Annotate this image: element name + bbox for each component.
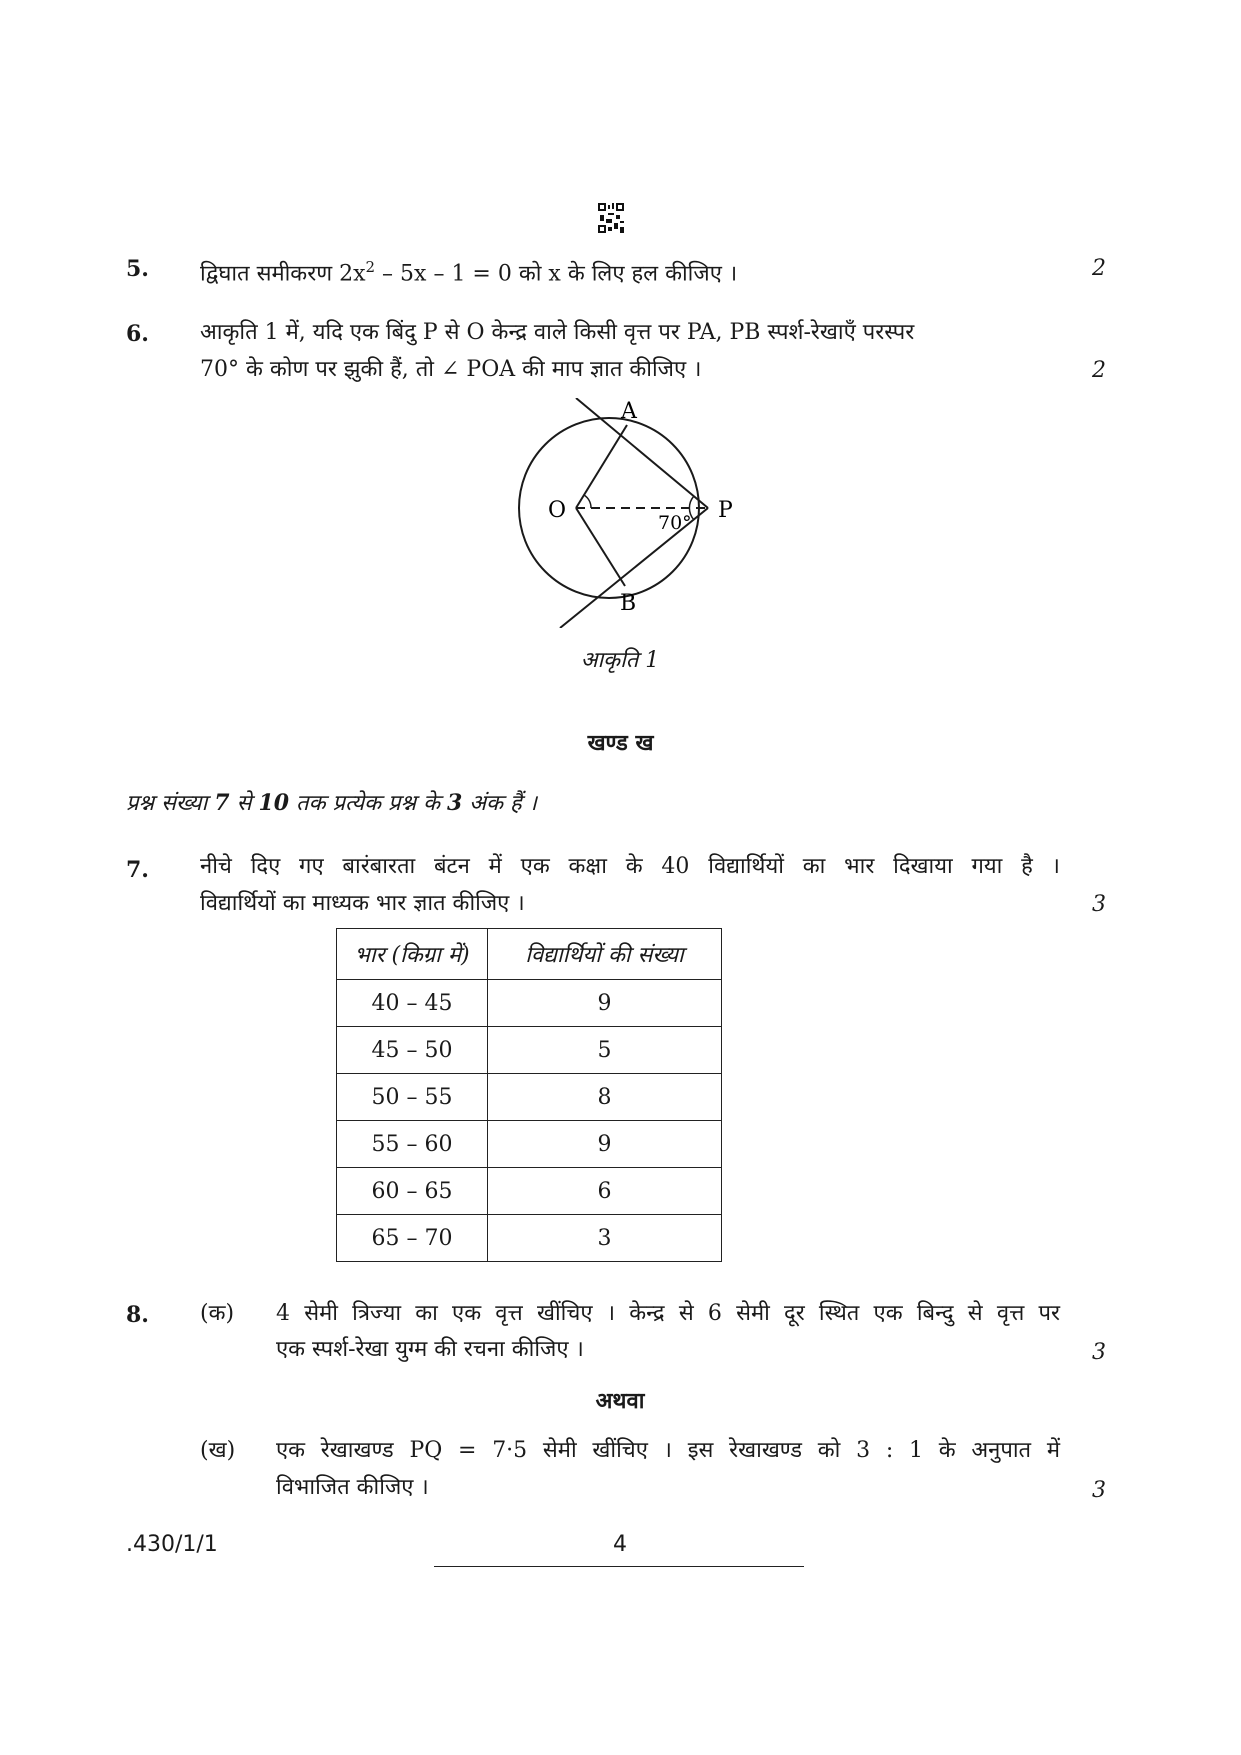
label-a: A	[621, 399, 637, 424]
question-7-line2: विद्यार्थियों का माध्यक भार ज्ञात कीजिए ।	[200, 891, 525, 916]
footer-rule	[434, 1566, 804, 1567]
angle-label: 70°	[658, 512, 692, 534]
table-cell: 65 – 70	[337, 1215, 488, 1262]
instruction-from: 7	[214, 790, 230, 816]
label-b: B	[620, 591, 637, 616]
instruction-part-e: तक प्रत्येक प्रश्न के	[289, 791, 447, 816]
figure-1-tangent-diagram	[480, 398, 760, 628]
table-header-weight: भार (किग्रा में)	[337, 929, 488, 980]
figure-1-caption: आकृति 1	[580, 648, 660, 673]
table-cell: 45 – 50	[337, 1027, 488, 1074]
table-cell: 60 – 65	[337, 1168, 488, 1215]
table-row	[337, 1027, 722, 1074]
qr-code-icon	[598, 203, 624, 233]
table-cell: 55 – 60	[337, 1121, 488, 1168]
table-cell: 40 – 45	[337, 980, 488, 1027]
question-7-number: 7.	[126, 857, 149, 883]
question-8a-line1: 4 सेमी त्रिज्या का एक वृत्त खींचिए । केन्द्र से 6 सेमी दूर स्थित एक बिन्दु से वृत्त पर	[276, 1301, 1060, 1326]
question-7-marks: 3	[1092, 892, 1106, 917]
table-cell: 6	[488, 1168, 722, 1215]
table-header-students: विद्यार्थियों की संख्या	[488, 929, 722, 980]
q5-text-b: – 5x – 1 = 0 को x के लिए हल कीजिए ।	[375, 261, 738, 287]
question-8b-line2: विभाजित कीजिए ।	[276, 1475, 429, 1500]
table-row	[337, 980, 722, 1027]
instruction-marks: 3	[447, 790, 463, 816]
tangent-line-pa	[576, 398, 708, 508]
table-cell: 50 – 55	[337, 1074, 488, 1121]
frequency-table	[336, 928, 722, 1262]
question-8a-marks: 3	[1092, 1340, 1106, 1365]
question-6-number: 6.	[126, 321, 149, 347]
question-5-number: 5.	[126, 256, 149, 282]
page-number: 4	[613, 1532, 627, 1557]
instruction-to: 10	[258, 790, 290, 816]
instruction-part-c: से	[229, 791, 259, 816]
question-8-number: 8.	[126, 1302, 149, 1328]
table-row	[337, 1074, 722, 1121]
table-cell: 5	[488, 1027, 722, 1074]
instruction-part-a: प्रश्न संख्या	[126, 791, 215, 816]
radius-oa	[576, 425, 627, 508]
table-cell: 9	[488, 980, 722, 1027]
question-8a-label: (क)	[200, 1301, 235, 1326]
table-cell: 9	[488, 1121, 722, 1168]
question-8b-marks: 3	[1092, 1478, 1106, 1503]
radius-ob	[576, 508, 625, 586]
question-7-line1: नीचे दिए गए बारंबारता बंटन में एक कक्षा के 40 विद्यार्थियों का भार दिखाया गया है ।	[200, 854, 1060, 879]
table-cell: 3	[488, 1215, 722, 1262]
table-header-row	[337, 929, 722, 980]
question-8b-line1: एक रेखाखण्ड PQ = 7·5 सेमी खींचिए । इस रेखाखण्ड को 3 : 1 के अनुपात में	[276, 1438, 1060, 1463]
paper-code: .430/1/1	[126, 1532, 218, 1557]
question-8a-line2: एक स्पर्श-रेखा युग्म की रचना कीजिए ।	[276, 1337, 584, 1362]
section-instruction	[126, 787, 537, 817]
table-row	[337, 1215, 722, 1262]
or-separator: अथवा	[595, 1388, 645, 1414]
table-cell: 8	[488, 1074, 722, 1121]
instruction-part-g: अंक हैं ।	[462, 791, 538, 816]
label-p: P	[718, 498, 733, 523]
question-6-line1: आकृति 1 में, यदि एक बिंदु P से O केन्द्र वाले किसी वृत्त पर PA, PB स्पर्श-रेखाएँ परस्पर	[200, 320, 915, 345]
question-5-text	[200, 249, 737, 292]
section-title: खण्ड ख	[587, 730, 654, 756]
q5-exponent: 2	[365, 258, 376, 276]
q5-text-a: द्विघात समीकरण 2x	[200, 261, 366, 287]
question-6-marks: 2	[1092, 358, 1106, 383]
question-6-line2: 70° के कोण पर झुकी हैं, तो ∠ POA की माप ज्ञात कीजिए ।	[200, 357, 702, 382]
label-o: O	[548, 498, 567, 523]
question-8b-label: (ख)	[200, 1438, 236, 1463]
table-row	[337, 1121, 722, 1168]
table-row	[337, 1168, 722, 1215]
question-5-marks: 2	[1092, 256, 1106, 281]
angle-arc-o	[584, 495, 591, 508]
